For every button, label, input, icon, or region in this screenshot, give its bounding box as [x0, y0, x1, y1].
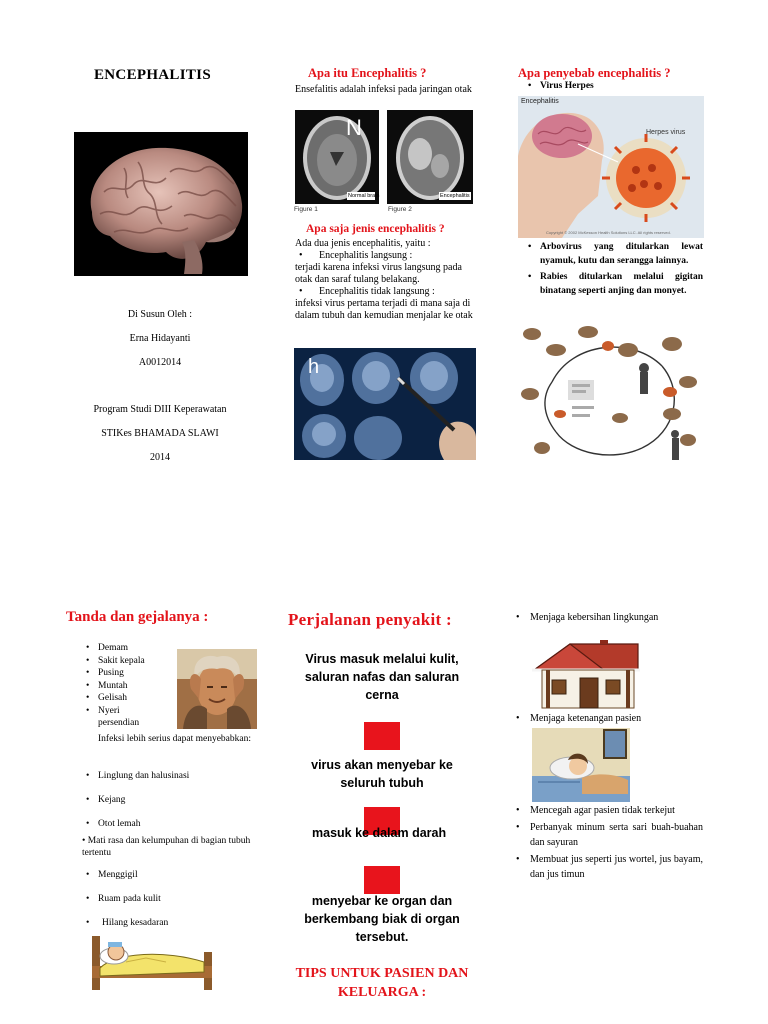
heading-symptoms: Tanda dan gejalanya :	[66, 609, 209, 625]
symptom-item: • Hilang kesadaran	[84, 917, 256, 930]
tip-item: • Mencegah agar pasien tidak terkejut	[514, 803, 703, 818]
type2-title-text: Encephalitis tidak langsung :	[319, 286, 435, 297]
type2-title: • Encephalitis tidak langsung :	[299, 286, 435, 297]
course-step-3b: dalam darah	[372, 826, 447, 840]
course-step-4: menyebar ke organ dan berkembang biak di organ tersebut.	[304, 894, 460, 944]
symptom-list-b	[84, 770, 256, 831]
brochure-title: ENCEPHALITIS	[94, 67, 211, 83]
headache-photo	[177, 649, 257, 729]
heading-causes: Apa penyebab encephalitis ?	[518, 66, 671, 80]
symptom-mati-rasa-text: Mati rasa dan kelumpuhan di bagian tubuh tertentu	[82, 836, 251, 858]
heading-what-is: Apa itu Encephalitis ?	[308, 66, 427, 80]
symptom-item: • Menggigil	[84, 869, 256, 882]
symptom-list-c	[84, 869, 256, 930]
illustration-copyright: Copyright © 2002 McKesson Health Solutions LLC. All rights reserved.	[546, 230, 671, 235]
flow-arrow-box-1	[364, 722, 400, 750]
type1-title: • Encephalitis langsung :	[299, 250, 413, 261]
year: 2014	[150, 452, 170, 463]
cause-list-1	[526, 81, 706, 91]
mri-overlay-letter: h	[308, 356, 320, 378]
flow-arrow-box-3	[364, 866, 400, 894]
author-label: Di Susun Oleh :	[127, 309, 193, 320]
course-step-2: virus akan menyebar ke seluruh tubuh	[311, 758, 453, 790]
symptom-mati-rasa	[82, 835, 258, 859]
illustration-label-encephalitis: Encephalitis	[521, 98, 559, 105]
tip-list-1	[514, 610, 703, 625]
infeksi-note: Infeksi lebih serius dapat menyebabkan:	[98, 734, 252, 744]
symptom-persendian: persendian	[98, 718, 140, 728]
figure2-caption: Figure 2	[388, 206, 412, 213]
symptom-item: • Pusing	[84, 667, 256, 680]
mri-review-photo	[294, 348, 476, 460]
cause-arbovirus: • Arbovirus yang ditularkan lewat nyamuk, kutu dan serangga lainnya.	[526, 240, 703, 268]
tips-heading: TIPS UNTUK PASIEN DAN KELUARGA :	[295, 966, 469, 1000]
types-section	[295, 238, 481, 322]
symptom-item: • Linglung dan halusinasi	[84, 770, 256, 783]
tip-item: • Perbanyak minum serta sari buah-buahan dan sayuran	[514, 820, 703, 850]
course-step-3a: masuk ke	[312, 826, 369, 840]
student-id: A0012014	[138, 357, 182, 368]
figure1-caption: Figure 1	[294, 206, 318, 213]
heading-types: Apa saja jenis encephalitis ?	[306, 223, 445, 235]
institution-name: STIKes BHAMADA SLAWI	[101, 428, 219, 439]
tip-item: • Menjaga ketenangan pasien	[514, 711, 703, 726]
scan-label-normal: Normal brain	[348, 193, 380, 199]
scan-overlay-letter: N	[346, 115, 362, 140]
rabies-transmission-diagram	[512, 322, 702, 464]
symptom-item: • Otot lemah	[84, 818, 256, 831]
sick-in-bed-cartoon	[86, 932, 218, 994]
type2-desc: infeksi virus pertama terjadi di mana saja di dalam tubuh dan kemudian menjalar ke otak	[295, 298, 473, 321]
tip-item: • Membuat jus seperti jus wortel, jus bayam, dan jus timun	[514, 852, 703, 882]
program-name: Program Studi DIII Keperawatan	[93, 404, 227, 415]
scan-label-encephalitis: Encephalitis	[440, 193, 470, 199]
tip-item: • Menjaga kebersihan lingkungan	[514, 610, 703, 625]
author-name: Erna Hidayanti	[129, 333, 191, 344]
cause-herpes: • Virus Herpes	[526, 81, 706, 91]
type1-desc: terjadi karena infeksi virus langsung pada otak dan saraf tulang belakang.	[295, 262, 462, 285]
brain-illustration	[74, 132, 248, 276]
house-illustration	[530, 640, 642, 710]
ct-scan-comparison	[294, 108, 476, 216]
symptom-item: • Gelisah	[84, 692, 256, 705]
illustration-label-herpes: Herpes virus	[646, 129, 686, 136]
symptom-item: • Kejang	[84, 794, 256, 807]
cause-rabies: • Rabies ditularkan melalui gigitan binatang seperti anjing dan monyet.	[526, 270, 703, 298]
symptom-item: • Demam	[84, 642, 256, 655]
tip-list-2	[514, 711, 703, 726]
course-step-3	[312, 826, 446, 840]
cause-list-2	[526, 240, 703, 298]
heading-disease-course: Perjalanan penyakit :	[288, 610, 453, 629]
symptom-item: • Ruam pada kulit	[84, 893, 256, 906]
course-step-1: Virus masuk melalui kulit, saluran nafas dan saluran cerna	[304, 652, 460, 702]
bullet-glyph: •	[82, 836, 88, 846]
type1-title-text: Encephalitis langsung :	[319, 250, 413, 261]
tip-list-3	[514, 803, 703, 882]
symptom-item: • Muntah	[84, 680, 256, 693]
definition-text: Ensefalitis adalah infeksi pada jaringan otak	[295, 84, 472, 95]
symptom-item: • Nyeri	[84, 705, 256, 718]
types-intro: Ada dua jenis encephalitis, yaitu :	[295, 238, 431, 249]
herpes-virus-illustration	[518, 96, 704, 238]
symptom-item: • Sakit kepala	[84, 655, 256, 668]
resting-patient-illustration	[532, 728, 630, 802]
